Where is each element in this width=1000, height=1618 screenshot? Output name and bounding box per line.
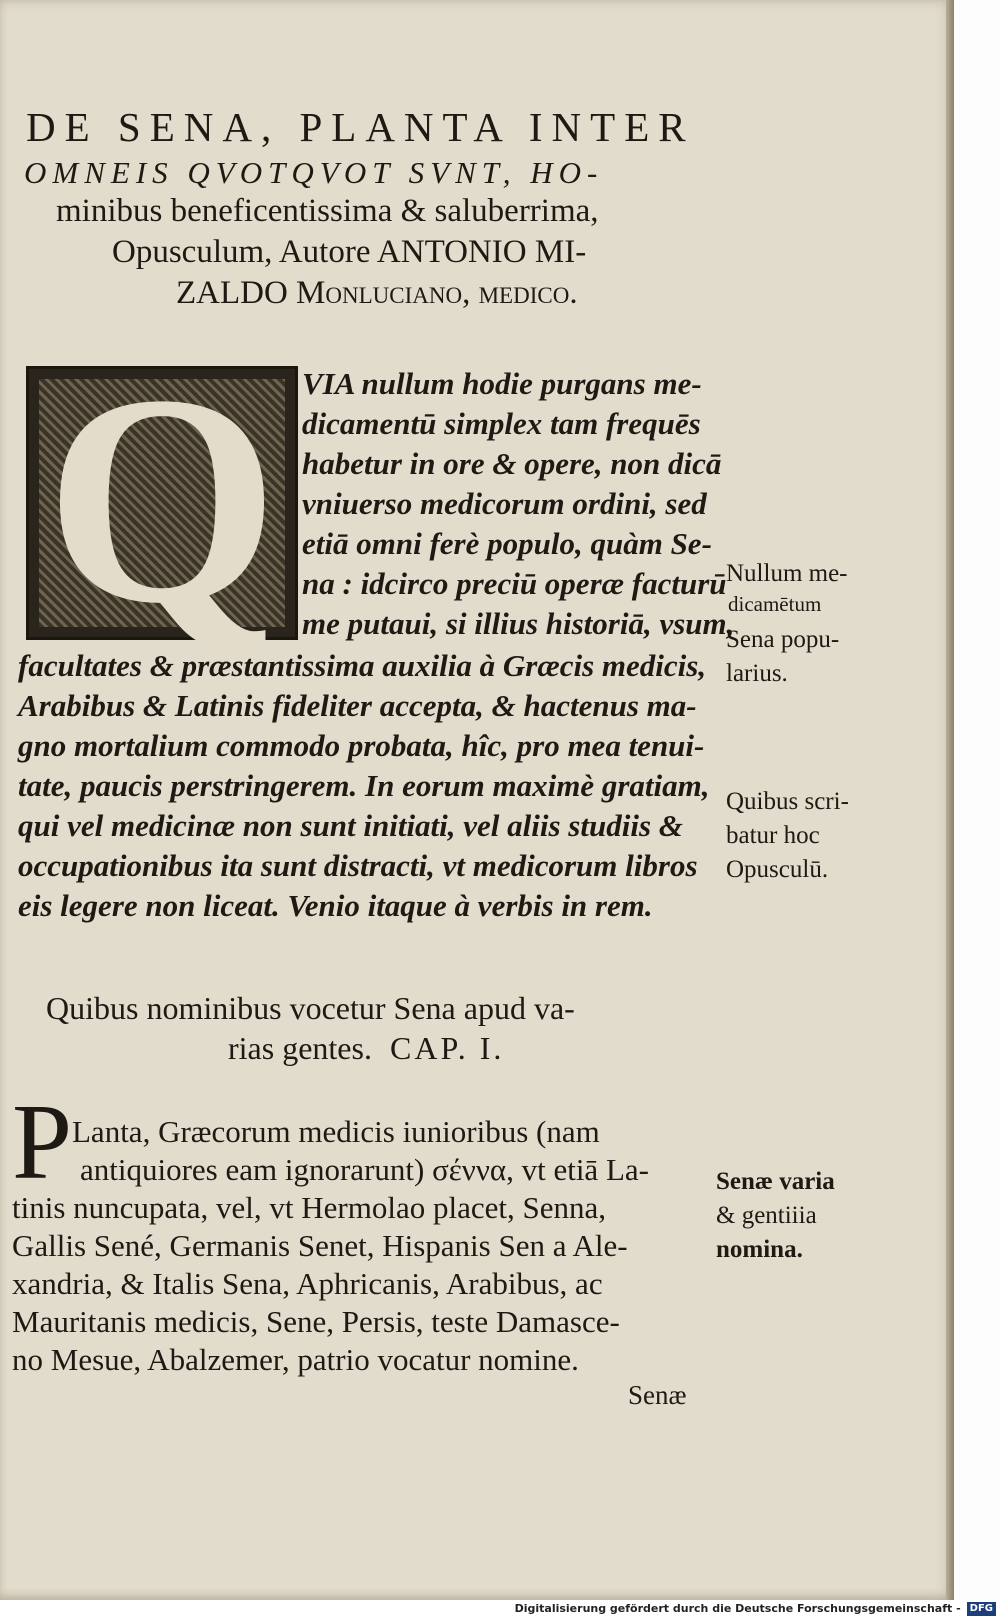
intro-line: occupationibus ita sunt distracti, vt medicorum libros (18, 848, 698, 883)
intro-line: VIA nullum hodie purgans me- (302, 366, 702, 401)
title-line-3: minibus beneficentissima & saluberrima, (56, 193, 599, 229)
margin-note-3-line: nomina. (716, 1236, 803, 1263)
title-line-1: DE SENA, PLANTA INTER (26, 104, 695, 150)
footer-text: Digitalisierung gefördert durch die Deutsche Forschungsgemeinschaft - (514, 1602, 961, 1615)
body-line: Lanta, Græcorum medicis iunioribus (nam (72, 1114, 600, 1149)
intro-line: me putaui, si illius historiā, vsum, (302, 606, 735, 641)
intro-line: dicamentū simplex tam frequēs (302, 406, 701, 441)
intro-line: eis legere non liceat. Venio itaque à verbis in rem. (18, 888, 653, 923)
margin-note-3-line: Senæ varia (716, 1168, 835, 1195)
body-drop-cap: P (12, 1083, 73, 1202)
margin-note-1-line: larius. (726, 660, 788, 687)
intro-line: facultates & præstantissima auxilia à Græcis medicis, (18, 648, 707, 683)
margin-note-1-line: Sena popu- (726, 626, 840, 653)
body-line: Gallis Sené, Germanis Senet, Hispanis Sen a Ale- (12, 1228, 628, 1263)
title-line-5: ZALDO Monluciano, medico. (176, 275, 578, 311)
catchword: Senæ (628, 1380, 687, 1410)
page-edge-shadow (946, 0, 954, 1600)
decorated-initial (26, 333, 298, 665)
margin-note-3-line: & gentiiia (716, 1202, 817, 1229)
margin-note-2-line: batur hoc (726, 822, 820, 849)
chapter-heading-line-1: Quibus nominibus vocetur Sena apud va- (46, 990, 575, 1026)
dfg-logo-icon: DFG (967, 1602, 996, 1616)
margin-note-1-line: dicamētum (728, 592, 822, 616)
digitization-footer (0, 1600, 1000, 1618)
margin-note-2-line: Quibus scri- (726, 788, 849, 815)
body-line: xandria, & Italis Sena, Aphricanis, Arabibus, ac (12, 1266, 603, 1301)
body-line: tinis nuncupata, vel, vt Hermolao placet, Senna, (12, 1190, 606, 1225)
chapter-heading-line-2: rias gentes. (228, 1030, 372, 1066)
intro-line: etiā omni ferè populo, quàm Se- (302, 526, 712, 561)
title-line-2: OMNEIS QVOTQVOT SVNT, HO- (24, 155, 604, 190)
intro-line: habetur in ore & opere, non dicā (302, 446, 722, 481)
intro-line: gno mortalium commodo probata, hîc, pro mea tenui- (18, 728, 705, 763)
body-line: no Mesue, Abalzemer, patrio vocatur nomine. (12, 1342, 579, 1377)
title-line-4: Opusculum, Autore ANTONIO MI- (112, 234, 587, 270)
margin-note-2-line: Opusculū. (726, 856, 829, 883)
chapter-number: CAP. I. (390, 1030, 505, 1066)
intro-line: qui vel medicinæ non sunt initiati, vel aliis studiis & (18, 808, 683, 843)
margin-note-1-line: Nullum me- (726, 560, 848, 587)
page-margin (954, 0, 1000, 1600)
intro-line: vniuerso medicorum ordini, sed (302, 486, 707, 521)
intro-line: na : idcirco preciū operæ facturū (302, 566, 727, 601)
intro-line: tate, paucis perstringerem. In eorum maximè gratiam, (18, 768, 710, 803)
body-line: antiquiores eam ignorarunt) σέννα, vt etiā La- (80, 1152, 649, 1187)
initial-letter: Q (45, 333, 279, 665)
body-line: Mauritanis medicis, Sene, Persis, teste Damasce- (12, 1304, 620, 1339)
intro-line: Arabibus & Latinis fideliter accepta, & hactenus ma- (18, 688, 697, 723)
